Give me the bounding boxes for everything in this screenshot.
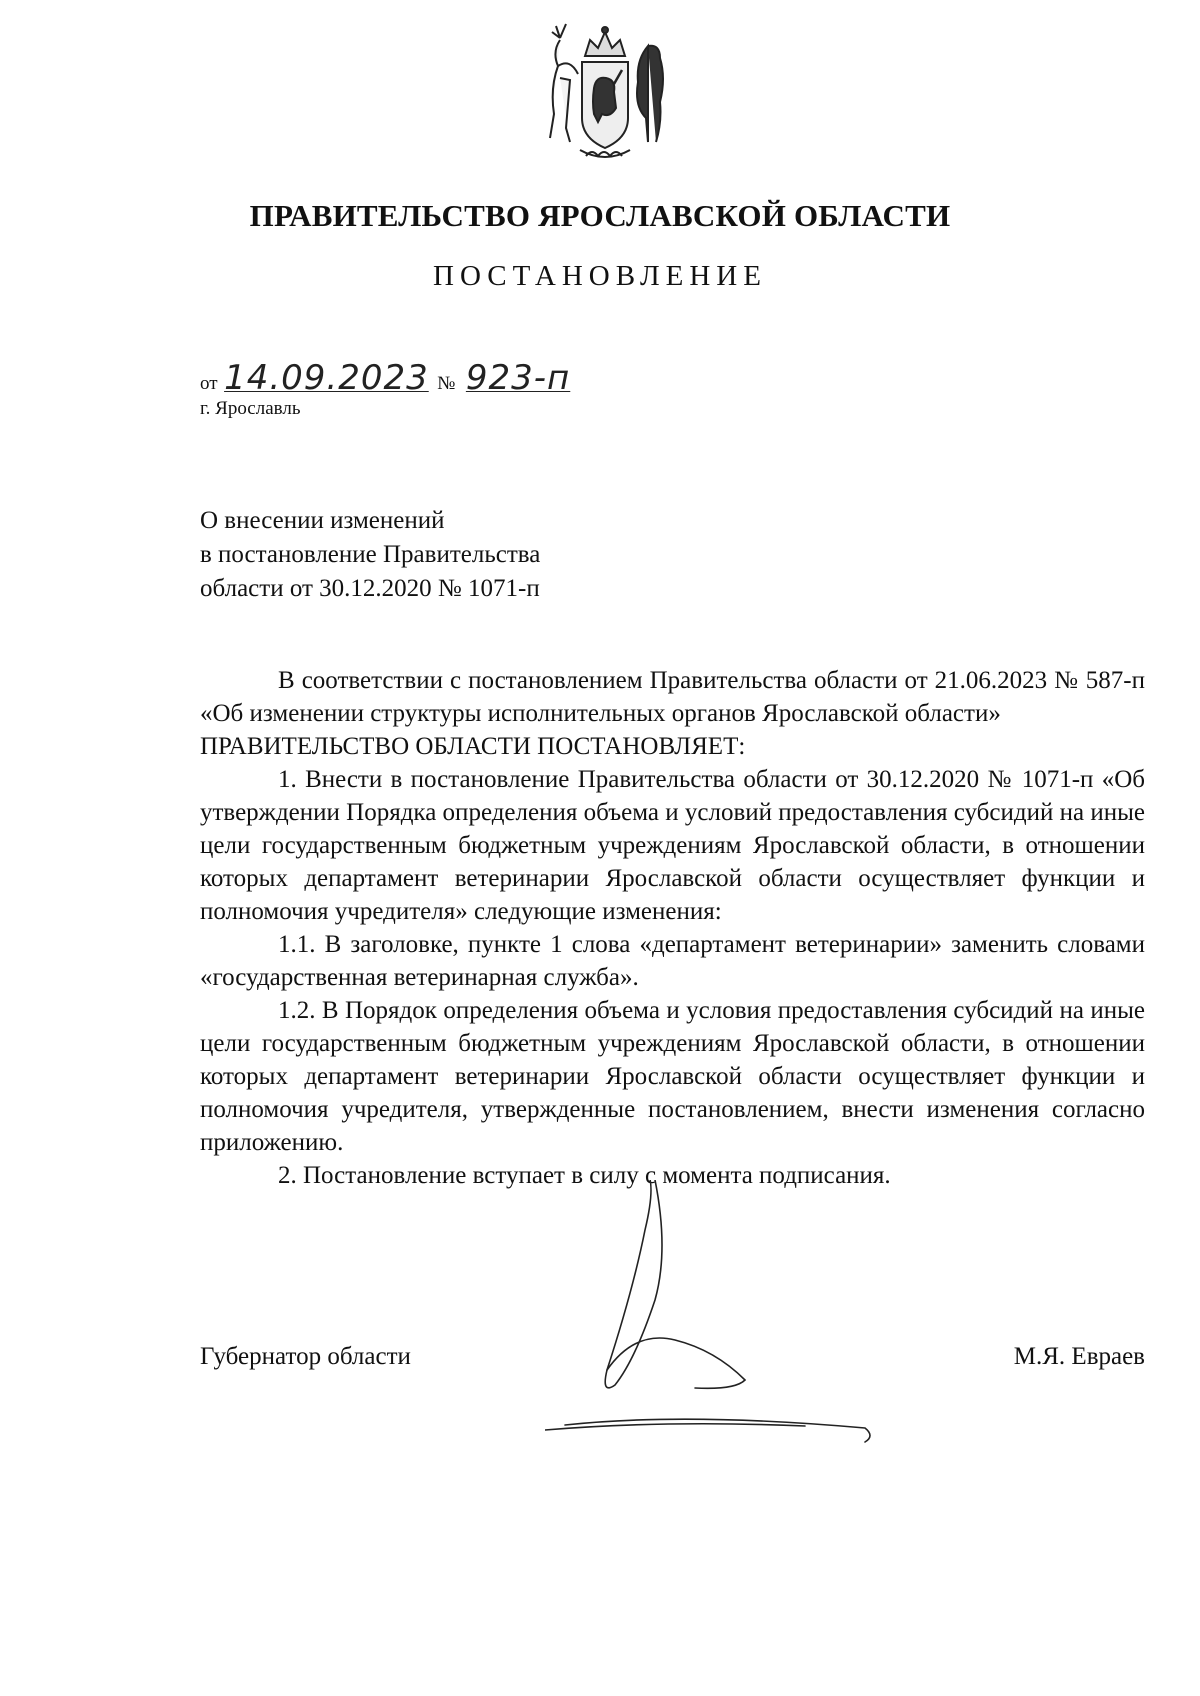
subject-line: в постановление Правительства [200,541,541,568]
handwritten-signature-icon [545,1180,945,1470]
subject-line: области от 30.12.2020 № 1071-п [200,575,540,602]
government-name: ПРАВИТЕЛЬСТВО ЯРОСЛАВСКОЙ ОБЛАСТИ [249,198,951,233]
body-paragraph: 2. Постановление вступает в силу с момента подписания. [278,1162,891,1189]
signatory-role: Губернатор области [200,1343,411,1370]
document-number: 923-п [465,358,571,398]
city: г. Ярославль [200,398,301,419]
body-paragraph: 1. Внести в постановление Правительства области от 30.12.2020 № 1071-п «Об утверждении Порядка определения объема и условий предоставления субсидий на иные цели государственным бюджетным учреждениям Ярославской области, в отношении которых департамент ветеринарии Ярославской области осуществляет функции и полномочия учредителя» следующие изменения: [200,766,1145,925]
signatory-name: М.Я. Евраев [1013,1343,1145,1370]
coat-of-arms-icon [530,18,680,168]
body-paragraph: В соответствии с постановлением Правительства области от 21.06.2023 № 587-п «Об изменении структуры исполнительных органов Ярославской области» [200,667,1145,727]
document-date: 14.09.2023 [224,358,429,398]
resolution-heading: ПРАВИТЕЛЬСТВО ОБЛАСТИ ПОСТАНОВЛЯЕТ: [200,733,746,760]
document-type: ПОСТАНОВЛЕНИЕ [433,260,767,292]
body-paragraph: 1.1. В заголовке, пункте 1 слова «департамент ветеринарии» заменить словами «государственная ветеринарная служба». [200,931,1145,991]
subject-line: О внесении изменений [200,507,445,534]
document-subject [200,504,720,606]
signature-block [200,1340,1145,1380]
document-body [200,664,1145,1192]
number-prefix: № [437,373,456,394]
date-prefix: от [200,373,218,394]
body-paragraph: 1.2. В Порядок определения объема и условия предоставления субсидий на иные цели государственным бюджетным учреждениям Ярославской области, в отношении которых департамент ветеринарии Ярославской области осуществляет функции и полномочия учредителя, утвержденные постановлением, внести изменения согласно приложению. [200,997,1145,1156]
